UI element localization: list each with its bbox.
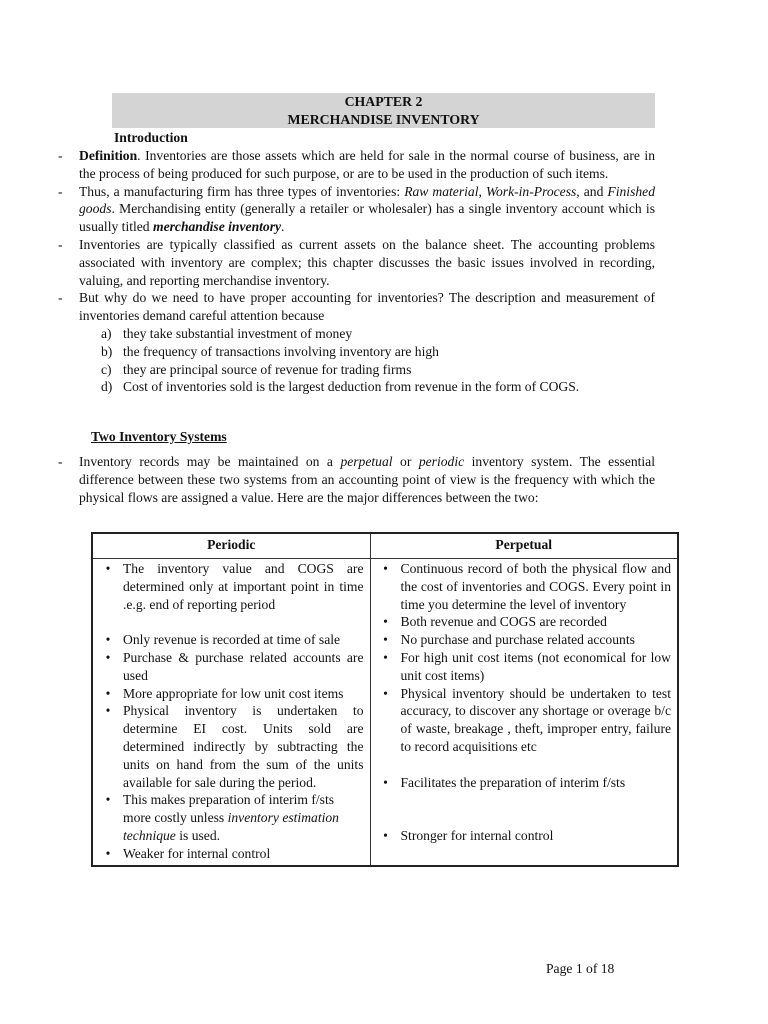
list-item: • Purchase & purchase related accounts are used — [105, 649, 364, 683]
chapter-title-block — [112, 93, 655, 128]
definition-term: Definition — [79, 148, 138, 163]
list-item: c) they are principal source of revenue for trading firms — [101, 361, 412, 377]
list-item: • This makes preparation of interim f/sts more costly unless inventory estimation technique is used. — [105, 792, 339, 843]
intro-bullet-why: - But why do we need to have proper accounting for inventories? The description and measurement of inventories demand careful attention because — [58, 290, 655, 324]
list-item: • Facilitates the preparation of interim f/sts — [383, 774, 626, 790]
periodic-header: Periodic — [92, 533, 370, 559]
introduction-heading: Introduction — [114, 130, 188, 145]
list-item: • Only revenue is recorded at time of sale — [105, 632, 341, 648]
perpetual-column — [370, 559, 678, 866]
comparison-table — [91, 532, 679, 867]
list-item: • Physical inventory is undertaken to determine EI cost. Units sold are determined indirectly by subtracting the units on hand from the sum of the units available for sale during the period. — [105, 703, 364, 790]
page-number: Page 1 of 18 — [546, 961, 615, 976]
periodic-column — [92, 559, 370, 866]
intro-bullet-classification: - Inventories are typically classified as current assets on the balance sheet. The accounting problems associated with inventory are complex; this chapter discusses the basic issues involved in recording, valuing, and reporting merchandise inventory. — [58, 236, 655, 288]
merchandise-inventory-term: merchandise inventory — [153, 219, 282, 235]
list-item: a) they take substantial investment of money — [101, 325, 353, 341]
list-item: • Both revenue and COGS are recorded — [383, 614, 607, 630]
two-inventory-systems-heading: Two Inventory Systems — [91, 429, 227, 444]
list-item: • More appropriate for low unit cost items — [105, 685, 344, 701]
intro-bullet-types: - Thus, a manufacturing firm has three types of inventories: Raw material, Work-in-Process, and Finished goods. Merchandising entity (generally a retailer or wholesaler) has a single inventory account which is usually titled merchandise inventory. — [58, 183, 655, 235]
list-item: • For high unit cost items (not economical for low unit cost items) — [383, 649, 671, 683]
list-item: • The inventory value and COGS are determined only at important point in time .e.g. end of reporting period — [105, 561, 364, 612]
chapter-number: CHAPTER 2 — [344, 94, 423, 109]
list-item: d) Cost of inventories sold is the largest deduction from revenue in the form of COGS. — [101, 379, 580, 395]
list-item: • Physical inventory should be undertaken to test accuracy, to discover any shortage or overage b/c of waste, breakage , theft, improper entry, failure to record acquisitions etc — [383, 685, 671, 754]
reasons-list — [58, 325, 655, 396]
perpetual-header: Perpetual — [370, 533, 678, 559]
intro-bullet-list — [58, 147, 655, 396]
table-header-row — [92, 533, 678, 559]
intro-bullet-definition: - Definition. Inventories are those assets which are held for sale in the normal course of business, are in the process of being produced for such purpose, or are to be used in the production of such items. — [58, 148, 655, 181]
table-row — [92, 559, 678, 866]
chapter-title: MERCHANDISE INVENTORY — [287, 111, 480, 127]
systems-paragraph: - Inventory records may be maintained on a perpetual or periodic inventory system. The essential difference between these two systems from an accounting point of view is the frequency with which the physical flows are assigned a value. Here are the major differences between the two: — [58, 454, 655, 505]
list-item: • No purchase and purchase related accounts — [383, 632, 635, 648]
list-item: b) the frequency of transactions involving inventory are high — [101, 343, 439, 359]
list-item: • Continuous record of both the physical flow and the cost of inventories and COGS. Every point in time you determine the level of inventory — [383, 561, 671, 612]
list-item: • Stronger for internal control — [383, 827, 554, 843]
list-item: • Weaker for internal control — [105, 845, 271, 861]
